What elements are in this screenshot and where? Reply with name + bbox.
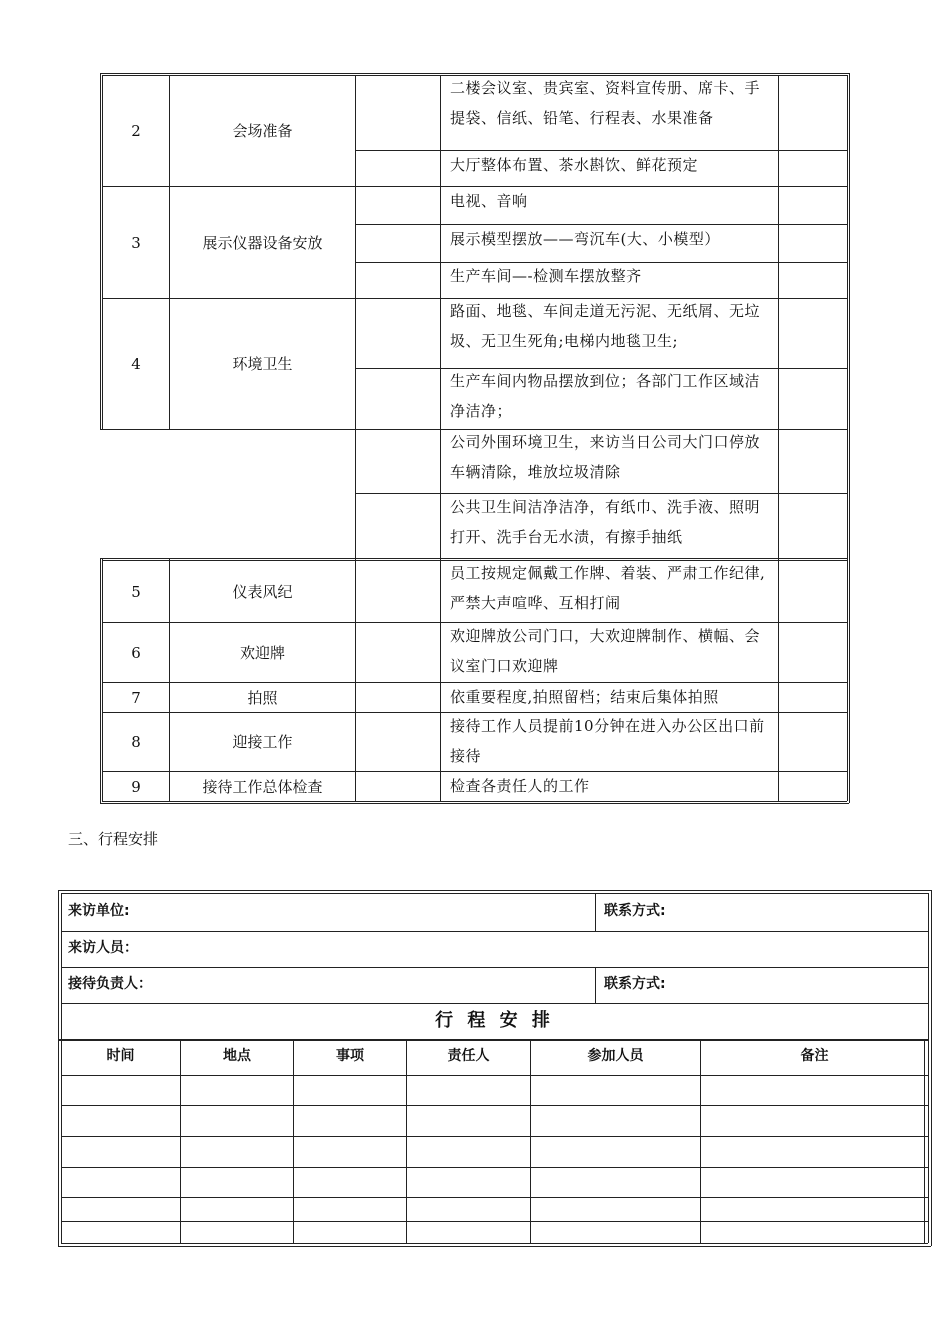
- task-detail: 二楼会议室、贵宾室、资料宣传册、席卡、手提袋、信纸、铅笔、行程表、水果准备: [450, 79, 761, 127]
- task-item: 接待工作总体检查: [202, 777, 323, 796]
- task-detail: 欢迎牌放公司门口，大欢迎牌制作、横幅、会议室门口欢迎牌: [450, 627, 761, 675]
- task-item: 环境卫生: [232, 355, 293, 373]
- row-number: 6: [131, 643, 141, 662]
- column-header-remarks: 备注: [800, 1048, 829, 1064]
- column-header-time: 时间: [106, 1048, 135, 1064]
- task-detail: 接待工作人员提前10分钟在进入办公区出口前接待: [450, 717, 765, 765]
- task-detail: 公共卫生间洁净洁净，有纸巾、洗手液、照明打开、洗手台无水渍，有擦手抽纸: [450, 498, 761, 546]
- visitors-label: 来访人员：: [68, 940, 138, 956]
- section-heading: 三、行程安排: [68, 830, 159, 848]
- task-detail: 员工按规定佩戴工作牌、着装、严肃工作纪律,严禁大声喧哗、互相打闹: [450, 564, 766, 612]
- task-detail: 依重要程度,拍照留档；结束后集体拍照: [450, 688, 719, 706]
- task-item: 展示仪器设备安放: [202, 233, 323, 252]
- task-item: 欢迎牌: [239, 643, 285, 662]
- task-detail: 公司外围环境卫生，来访当日公司大门口停放车辆清除，堆放垃圾清除: [450, 433, 761, 481]
- task-detail: 路面、地毯、车间走道无污泥、无纸屑、无垃圾、无卫生死角;电梯内地毯卫生;: [450, 302, 761, 350]
- task-detail: 电视、音响: [450, 192, 528, 210]
- schedule-title: 行 程 安 排: [435, 1010, 554, 1031]
- row-number: 9: [131, 777, 141, 796]
- row-number: 2: [131, 122, 141, 140]
- column-header-responsible: 责任人: [447, 1048, 490, 1064]
- task-detail: 检查各责任人的工作: [450, 777, 590, 795]
- row-number: 7: [131, 688, 141, 707]
- column-header-participants: 参加人员: [587, 1048, 644, 1064]
- visiting-unit-label: 来访单位:: [68, 903, 130, 919]
- task-item: 迎接工作: [232, 733, 293, 751]
- column-header-matter: 事项: [336, 1048, 364, 1064]
- task-item: 会场准备: [232, 122, 293, 140]
- row-number: 4: [131, 355, 141, 373]
- host-label: 接待负责人：: [68, 976, 152, 992]
- task-detail: 展示模型摆放——弯沉车(大、小模型）: [450, 230, 720, 248]
- row-number: 8: [131, 733, 141, 751]
- task-detail: 生产车间—-检测车摆放整齐: [450, 267, 642, 285]
- task-item: 仪表风纪: [232, 582, 293, 601]
- task-detail: 生产车间内物品摆放到位；各部门工作区域洁净洁净；: [450, 372, 761, 420]
- task-item: 拍照: [247, 688, 278, 707]
- contact-label-2: 联系方式:: [604, 976, 666, 992]
- row-number: 3: [131, 233, 141, 252]
- task-detail: 大厅整体布置、茶水斟饮、鲜花预定: [450, 156, 699, 174]
- row-number: 5: [131, 582, 141, 601]
- contact-label: 联系方式:: [604, 903, 666, 919]
- column-header-place: 地点: [223, 1048, 251, 1064]
